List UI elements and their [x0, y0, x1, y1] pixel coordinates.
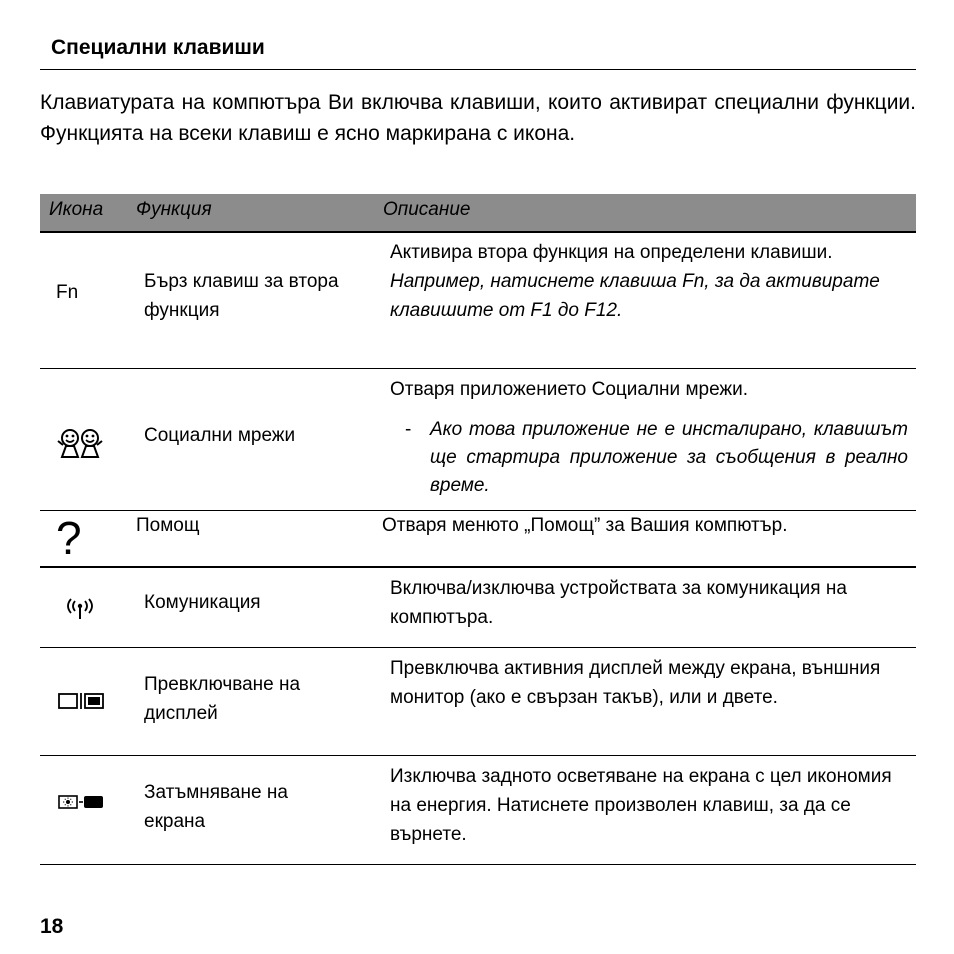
display-switch-icon	[58, 692, 104, 715]
section-title: Специални клавиши	[51, 36, 265, 59]
row-function: Помощ	[136, 515, 200, 536]
row-function: Затъмняване на екрана	[144, 782, 288, 832]
row-function: Бърз клавиш за втора функция	[144, 271, 339, 321]
description-text: Активира втора функция на определени клавиши.	[390, 242, 833, 263]
description-bullet	[390, 416, 908, 500]
table-row	[40, 648, 916, 756]
title-rule	[40, 69, 916, 70]
row-description	[390, 375, 910, 500]
row-description: Включва/изключва устройствата за комуникация на компютъра.	[390, 578, 847, 628]
row-description	[390, 238, 910, 325]
bullet-text: Ако това приложение не е инсталирано, клавишът ще стартира приложение за съобщения в реално време.	[430, 419, 908, 496]
table-row	[40, 568, 916, 648]
table-row	[40, 756, 916, 865]
description-text: Отваря приложението Социални мрежи.	[390, 379, 749, 400]
page-number: 18	[40, 915, 64, 938]
row-description: Отваря менюто „Помощ” за Вашия компютър.	[382, 515, 788, 536]
row-function: Комуникация	[144, 592, 261, 613]
row-function: Превключване на дисплей	[144, 674, 301, 724]
table-row	[40, 511, 916, 568]
table-row	[40, 233, 916, 369]
header-function: Функция	[136, 199, 212, 220]
intro-paragraph: Клавиатурата на компютъра Ви включва клавиши, които активират специални функции. Функцията на всеки клавиш е ясно маркирана с икона.	[40, 91, 916, 145]
fn-key-label: Fn	[56, 282, 79, 303]
wireless-communication-icon	[64, 598, 96, 625]
header-icon: Икона	[49, 199, 104, 220]
help-question-icon: ?	[56, 512, 82, 564]
table-header	[40, 194, 916, 233]
display-off-icon	[58, 794, 104, 815]
bullet-dash: -	[405, 419, 412, 440]
row-description: Изключва задното осветяване на екрана с цел икономия на енергия. Натиснете произволен клавиш, за да се върнете.	[390, 766, 892, 845]
social-network-icon	[56, 427, 104, 464]
description-example: Например, натиснете клавиша Fn, за да активирате клавишите от F1 до F12.	[390, 271, 880, 321]
row-description: Превключва активния дисплей между екрана, външния монитор (ако е свързан такъв), или и двете.	[390, 658, 881, 708]
row-function: Социални мрежи	[144, 425, 296, 446]
header-description: Описание	[383, 199, 471, 220]
table-row	[40, 369, 916, 511]
